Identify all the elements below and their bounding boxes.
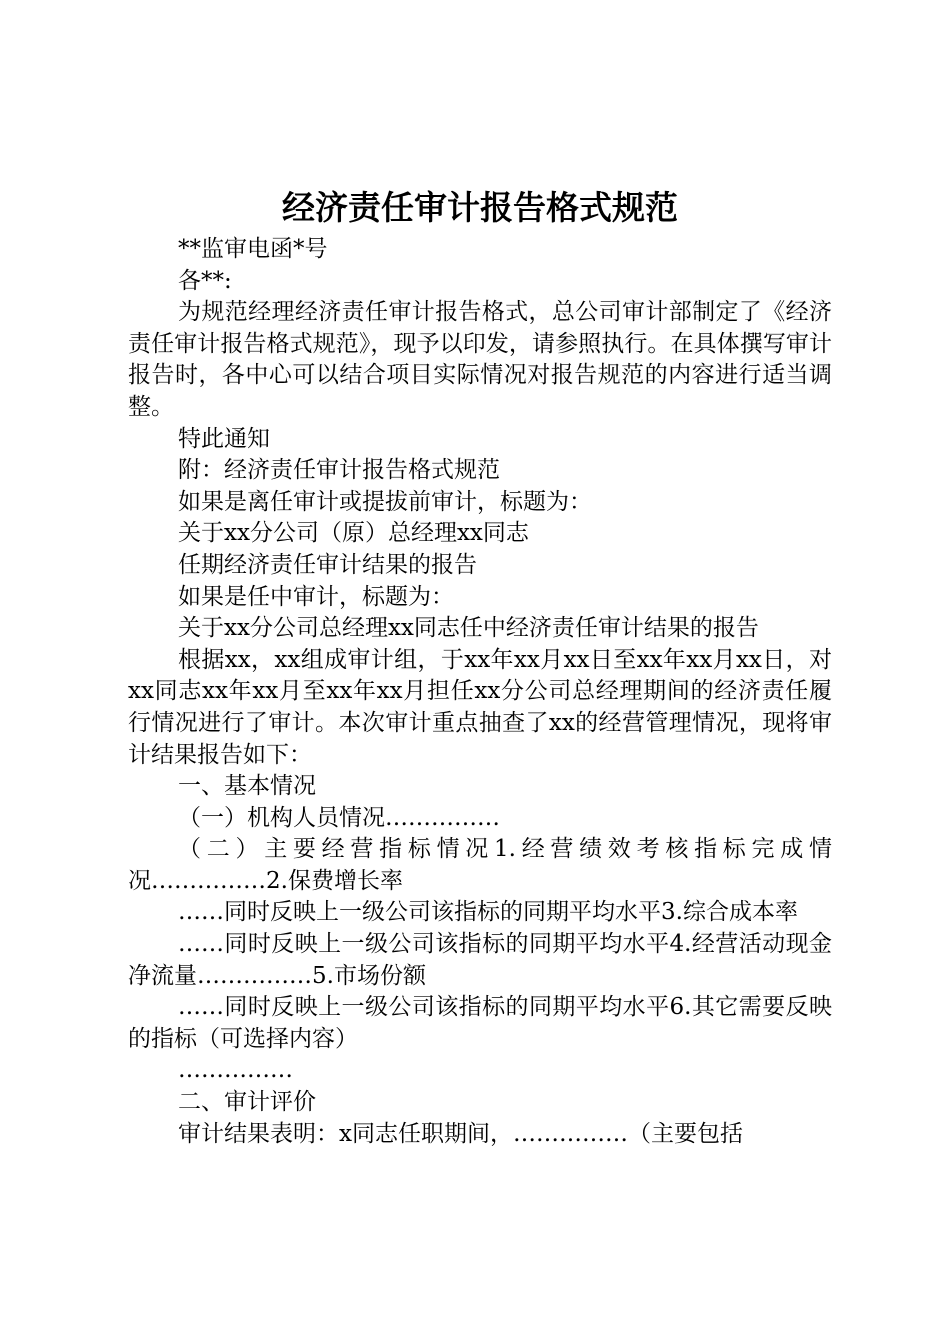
body-paragraph: …………… <box>178 1057 293 1084</box>
body-paragraph: 如果是任中审计，标题为： <box>178 583 454 610</box>
subsection-heading: （一）机构人员情况…………… <box>178 804 500 831</box>
notice-line: 特此通知 <box>178 425 270 452</box>
body-paragraph: ……同时反映上一级公司该指标的同期平均水平4.经营活动现金净流量……………5.市场份额 <box>128 931 832 989</box>
body-paragraph: 关于xx分公司总经理xx同志任中经济责任审计结果的报告 <box>178 615 759 642</box>
document-body <box>128 234 832 1150</box>
section-heading: 二、审计评价 <box>178 1089 316 1116</box>
section-heading: 一、基本情况 <box>178 773 316 800</box>
recipient-line: 各**: <box>178 267 232 294</box>
document-number: **监审电函*号 <box>178 236 328 262</box>
body-paragraph: 根据xx，xx组成审计组，于xx年xx月xx日至xx年xx月xx日，对xx同志xx年xx月至xx年xx月担任xx分公司总经理期间的经济责任履行情况进行了审计。本次审计重点抽查了xx的经营管理情况，现将审计结果报告如下： <box>128 646 832 768</box>
body-paragraph: 审计结果表明：x同志任职期间，……………（主要包括 <box>178 1120 743 1147</box>
body-paragraph: 任期经济责任审计结果的报告 <box>178 551 477 578</box>
document-title: 经济责任审计报告格式规范 <box>282 188 678 227</box>
body-paragraph: 为规范经理经济责任审计报告格式，总公司审计部制定了《经济责任审计报告格式规范》，现予以印发，请参照执行。在具体撰写审计报告时，各中心可以结合项目实际情况对报告规范的内容进行适当调整。 <box>128 299 832 420</box>
attachment-line: 附：经济责任审计报告格式规范 <box>178 457 500 484</box>
body-paragraph: ……同时反映上一级公司该指标的同期平均水平3.综合成本率 <box>178 899 798 926</box>
body-paragraph: 关于xx分公司（原）总经理xx同志 <box>178 520 529 547</box>
body-paragraph: 如果是离任审计或提拔前审计，标题为： <box>178 488 592 515</box>
subsection-heading: （二）主要经营指标情况1.经营绩效考核指标完成情况……………2.保费增长率 <box>128 836 832 894</box>
body-paragraph: ……同时反映上一级公司该指标的同期平均水平6.其它需要反映的指标（可选择内容） <box>128 994 832 1052</box>
